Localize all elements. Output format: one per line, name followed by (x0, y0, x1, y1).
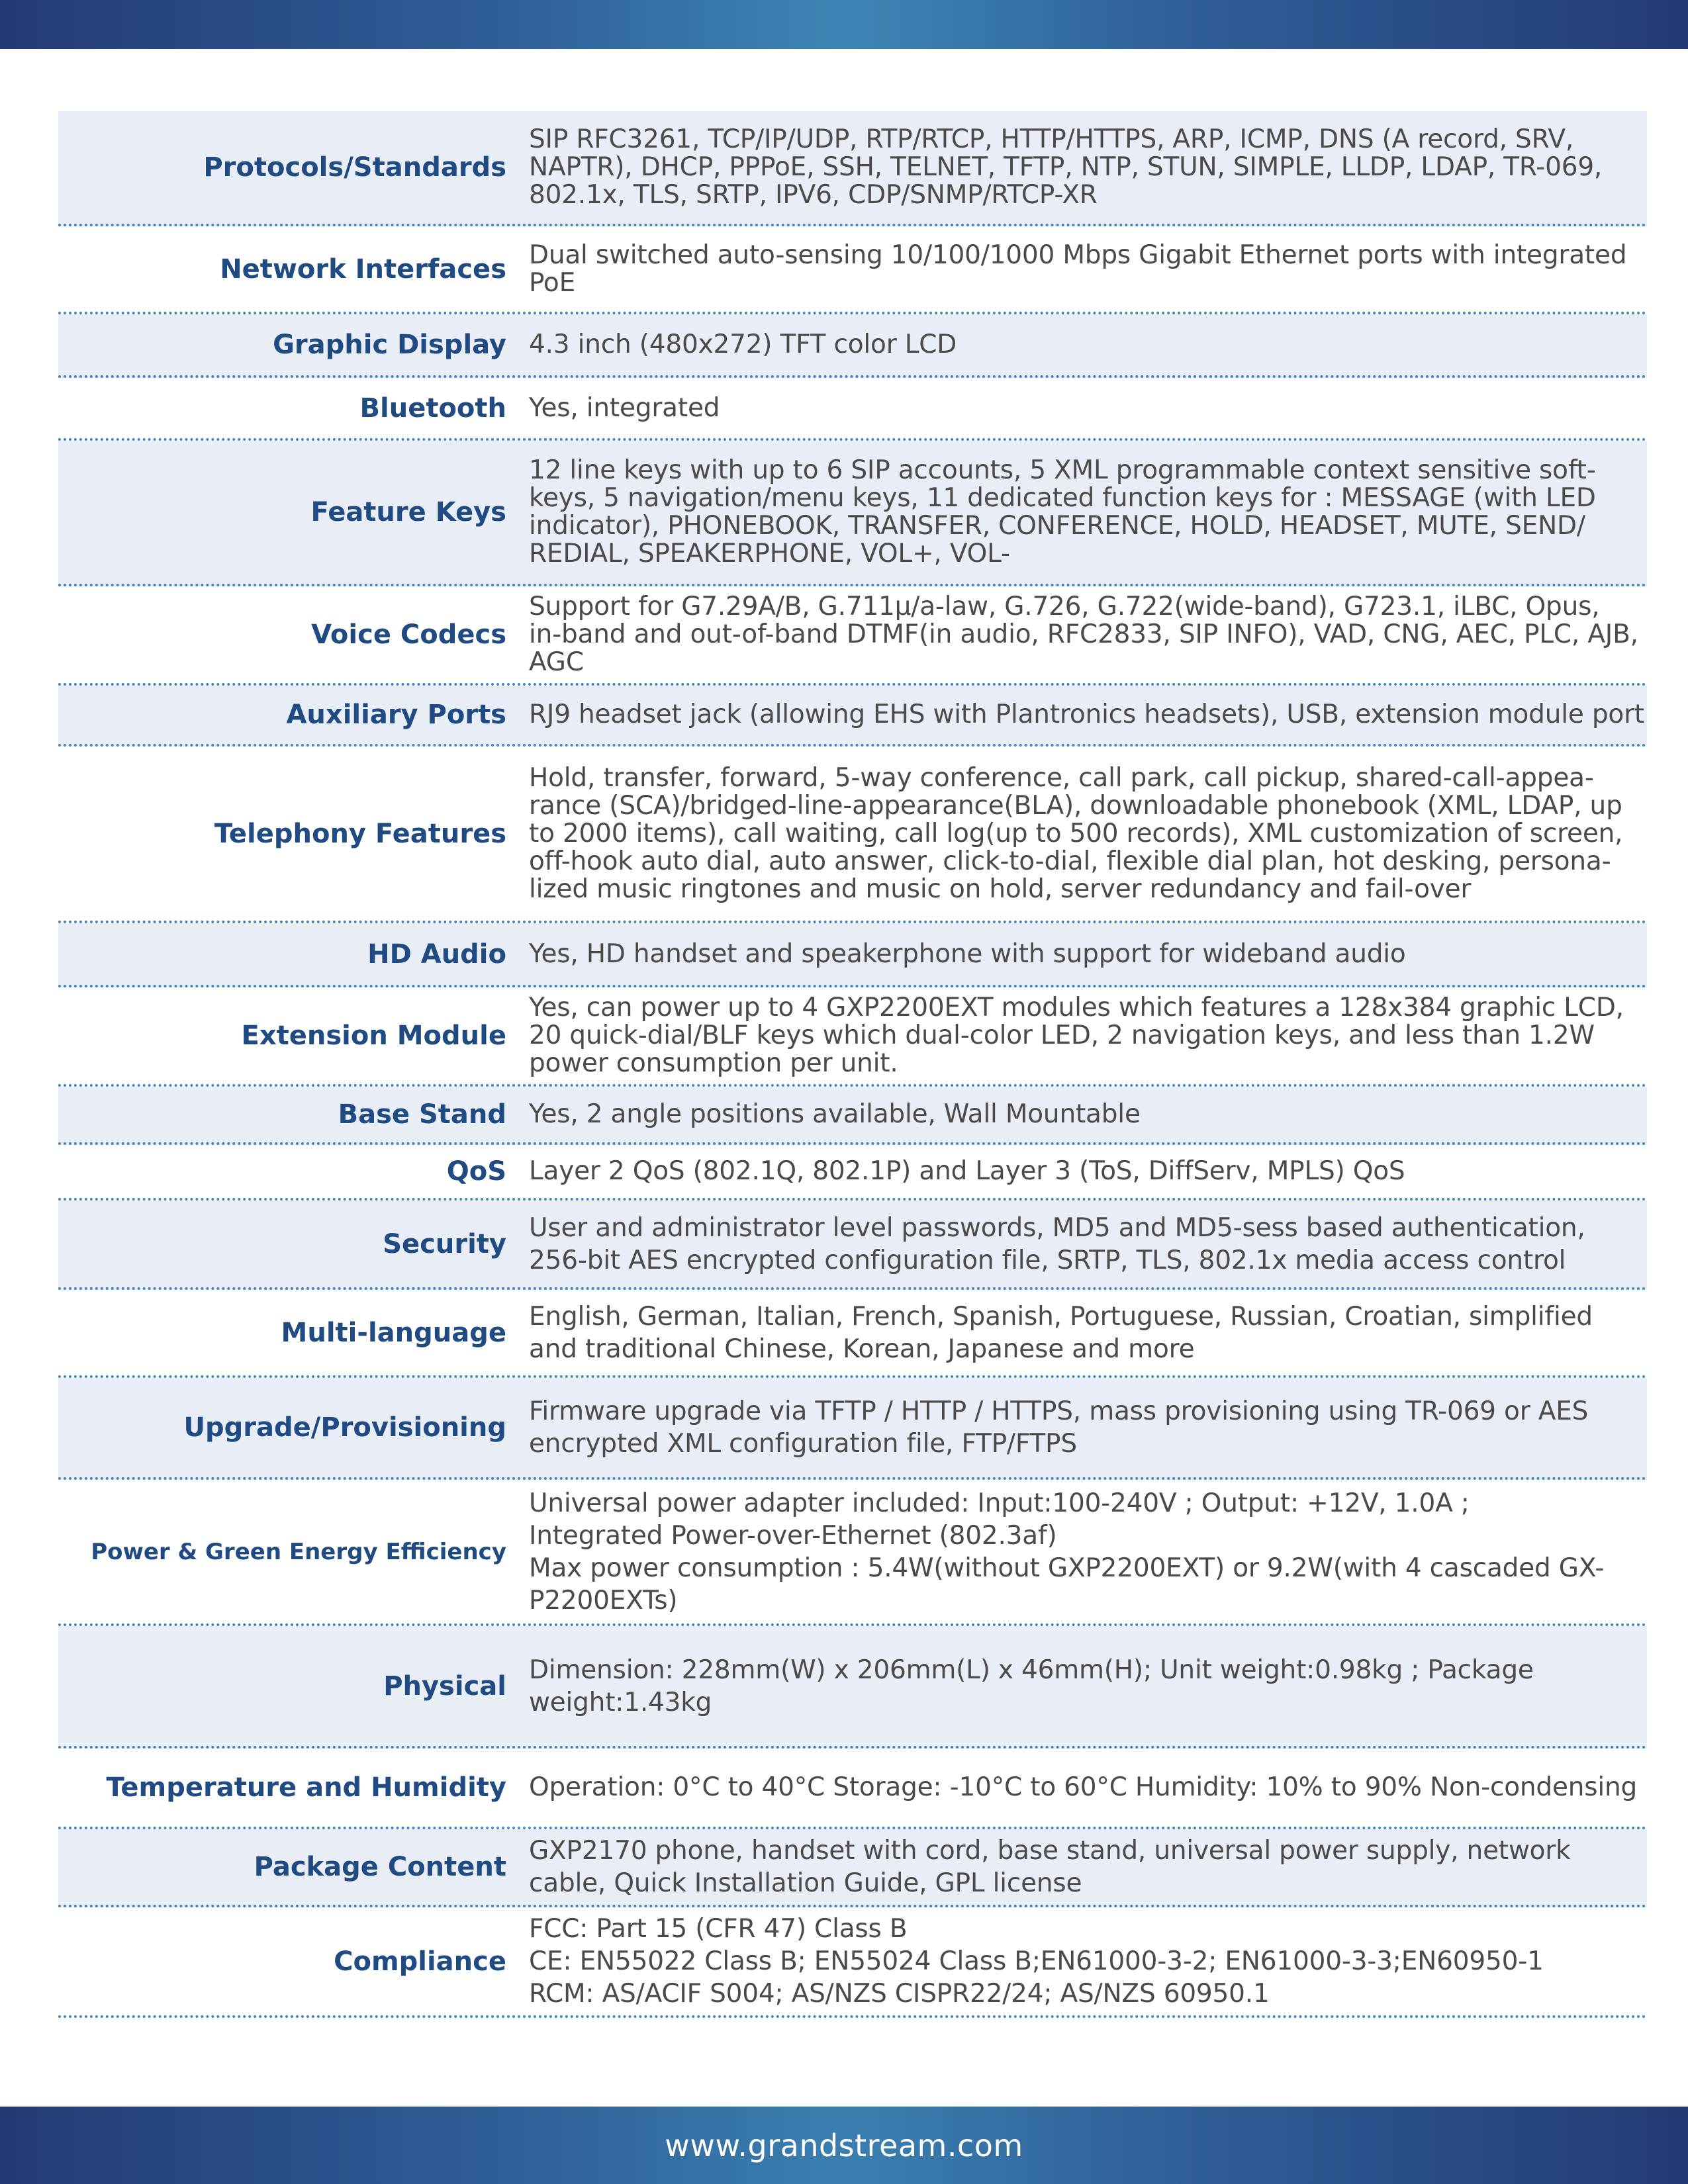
spec-value-line: FCC: Part 15 (CFR 47) Class B (529, 1914, 908, 1944)
spec-value (506, 126, 1647, 209)
spec-value-line: 802.1x, TLS, SRTP, IPV6, CDP/SNMP/RTCP-XR (529, 180, 1098, 210)
spec-label: Base Stand (338, 1099, 506, 1130)
spec-value-line: weight:1.43kg (529, 1687, 712, 1717)
spec-value-line: Operation: 0°C to 40°C Storage: -10°C to 60°C Humidity: 10% to 90% Non-condensing (529, 1772, 1638, 1802)
spec-label: Compliance (334, 1946, 506, 1977)
spec-label: Auxiliary Ports (286, 700, 506, 730)
spec-row (58, 923, 1647, 987)
spec-value-line: power consumption per unit. (529, 1048, 898, 1078)
spec-row (58, 1145, 1647, 1201)
spec-label: Package Content (254, 1852, 506, 1882)
spec-value-line: encrypted XML configuration file, FTP/FTPS (529, 1429, 1077, 1459)
spec-label: Temperature and Humidity (106, 1772, 506, 1803)
spec-value-line: User and administrator level passwords, MD5 and MD5-sess based authentication, (529, 1212, 1585, 1243)
spec-row (58, 1480, 1647, 1626)
footer-banner (0, 2107, 1688, 2184)
spec-value (506, 994, 1647, 1077)
spec-label: Telephony Features (214, 818, 506, 849)
spec-label: Upgrade/Provisioning (183, 1412, 506, 1443)
spec-value-line: REDIAL, SPEAKERPHONE, VOL+, VOL- (529, 539, 1010, 569)
spec-row (58, 1201, 1647, 1290)
footer-website-link[interactable]: www.grandstream.com (665, 2127, 1023, 2163)
spec-value (506, 1835, 1647, 1899)
spec-label: Multi-language (281, 1317, 506, 1348)
spec-label: QoS (446, 1156, 506, 1187)
spec-value (506, 593, 1647, 676)
spec-value (506, 1101, 1647, 1128)
spec-value (506, 1913, 1647, 2010)
spec-value-line: Universal power adapter included: Input:100-240V ; Output: +12V, 1.0A ; (529, 1488, 1470, 1518)
spec-value-line: CE: EN55022 Class B; EN55024 Class B;EN61000-3-2; EN61000-3-3;EN60950-1 (529, 1946, 1544, 1976)
spec-label: Physical (383, 1670, 506, 1702)
spec-value-line: 4.3 inch (480x272) TFT color LCD (529, 330, 957, 359)
spec-label: Bluetooth (359, 392, 506, 424)
spec-value (506, 394, 1647, 422)
spec-value-line: 12 line keys with up to 6 SIP accounts, 5 XML programmable context sensitive soft- (529, 455, 1596, 485)
spec-value (506, 1212, 1647, 1277)
spec-value-line: RCM: AS/ACIF S004; AS/NZS CISPR22/24; AS/NZS 60950.1 (529, 1979, 1270, 2009)
spec-row (58, 111, 1647, 226)
spec-row (58, 686, 1647, 747)
spec-value (506, 940, 1647, 968)
spec-value-line: Hold, transfer, forward, 5-way conference, call park, call pickup, shared-call-appea- (529, 762, 1594, 793)
spec-row (58, 1290, 1647, 1378)
spec-label: Voice Codecs (311, 619, 506, 650)
spec-value-line: Dimension: 228mm(W) x 206mm(L) x 46mm(H); Unit weight:0.98kg ; Package (529, 1655, 1534, 1685)
spec-label: Power & Green Energy Efficiency (91, 1538, 506, 1565)
spec-value (506, 1395, 1647, 1460)
spec-row (58, 987, 1647, 1087)
spec-value-line: GXP2170 phone, handset with cord, base stand, universal power supply, network (529, 1836, 1571, 1866)
spec-value-line: RJ9 headset jack (allowing EHS with Plantronics headsets), USB, extension module port (529, 700, 1645, 729)
spec-value (506, 1654, 1647, 1719)
spec-value-line: off-hook auto dial, auto answer, click-to-dial, flexible dial plan, hot desking, persona- (529, 846, 1611, 876)
spec-label: HD Audio (367, 938, 506, 970)
spec-row (58, 1378, 1647, 1480)
spec-value-line: PoE (529, 267, 576, 298)
spec-label: Graphic Display (273, 330, 506, 360)
spec-value-line: Dual switched auto-sensing 10/100/1000 Mbps Gigabit Ethernet ports with integrated (529, 240, 1627, 270)
spec-value-line: indicator), PHONEBOOK, TRANSFER, CONFERENCE, HOLD, HEADSET, MUTE, SEND/ (529, 511, 1585, 541)
spec-value-line: Layer 2 QoS (802.1Q, 802.1P) and Layer 3 (ToS, DiffServ, MPLS) QoS (529, 1156, 1405, 1186)
spec-value (506, 764, 1647, 903)
spec-value-line: to 2000 items), call waiting, call log(up to 500 records), XML customization of screen, (529, 818, 1623, 848)
spec-value-line: rance (SCA)/bridged-line-appearance(BLA), downloadable phonebook (XML, LDAP, up (529, 790, 1622, 821)
spec-value-line: SIP RFC3261, TCP/IP/UDP, RTP/RTCP, HTTP/HTTPS, ARP, ICMP, DNS (A record, SRV, (529, 124, 1574, 154)
spec-value-line: cable, Quick Installation Guide, GPL license (529, 1868, 1082, 1898)
spec-label: Network Interfaces (220, 253, 506, 285)
spec-row (58, 378, 1647, 441)
spec-table (58, 111, 1647, 2018)
spec-row (58, 586, 1647, 686)
spec-row (58, 441, 1647, 586)
spec-row (58, 226, 1647, 314)
spec-value-line: 20 quick-dial/BLF keys which dual-color LED, 2 navigation keys, and less than 1.2W (529, 1021, 1595, 1050)
spec-value-line: Integrated Power-over-Ethernet (802.3af) (529, 1520, 1057, 1551)
spec-label: Protocols/Standards (203, 152, 506, 183)
spec-row (58, 747, 1647, 923)
spec-value (506, 1158, 1647, 1185)
spec-value (506, 331, 1647, 359)
spec-value-line: English, German, Italian, French, Spanish, Portuguese, Russian, Croatian, simplified (529, 1301, 1593, 1332)
spec-value-line: Yes, can power up to 4 GXP2200EXT modules which features a 128x384 graphic LCD, (529, 993, 1624, 1023)
spec-value-line: Support for G7.29A/B, G.711μ/a-law, G.726, G.722(wide-band), G723.1, iLBC, Opus, (529, 592, 1600, 621)
spec-value-line: Max power consumption : 5.4W(without GXP2200EXT) or 9.2W(with 4 cascaded GX- (529, 1553, 1605, 1583)
spec-value (506, 242, 1647, 297)
spec-row (58, 314, 1647, 378)
spec-label: Extension Module (241, 1021, 506, 1051)
spec-value-line: lized music ringtones and music on hold, server redundancy and fail-over (529, 874, 1472, 904)
spec-value (506, 1487, 1647, 1617)
spec-value-line: Yes, integrated (529, 392, 720, 423)
spec-value-line: 256-bit AES encrypted configuration file, SRTP, TLS, 802.1x media access control (529, 1245, 1566, 1275)
spec-value-line: AGC (529, 647, 584, 677)
spec-value-line: NAPTR), DHCP, PPPoE, SSH, TELNET, TFTP, NTP, STUN, SIMPLE, LLDP, LDAP, TR-069, (529, 152, 1603, 182)
spec-value-line: Yes, HD handset and speakerphone with support for wideband audio (529, 938, 1406, 969)
spec-value (506, 701, 1651, 729)
spec-row (58, 1749, 1647, 1829)
spec-value-line: keys, 5 navigation/menu keys, 11 dedicated function keys for : MESSAGE (with LED (529, 483, 1596, 513)
spec-label: Security (383, 1228, 506, 1259)
spec-row (58, 1626, 1647, 1749)
spec-value-line: and traditional Chinese, Korean, Japanese and more (529, 1334, 1195, 1364)
spec-value (506, 457, 1647, 568)
spec-value (506, 1300, 1647, 1365)
spec-value-line: in-band and out-of-band DTMF(in audio, RFC2833, SIP INFO), VAD, CNG, AEC, PLC, AJB, (529, 619, 1638, 649)
spec-row (58, 1829, 1647, 1907)
spec-label: Feature Keys (310, 497, 506, 527)
spec-value-line: Firmware upgrade via TFTP / HTTP / HTTPS, mass provisioning using TR-069 or AES (529, 1396, 1589, 1426)
spec-value-line: P2200EXTs) (529, 1585, 678, 1615)
spec-row (58, 1907, 1647, 2018)
spec-row (58, 1087, 1647, 1145)
header-banner (0, 0, 1688, 49)
spec-value-line: Yes, 2 angle positions available, Wall Mountable (529, 1099, 1141, 1129)
spec-value (506, 1774, 1647, 1801)
